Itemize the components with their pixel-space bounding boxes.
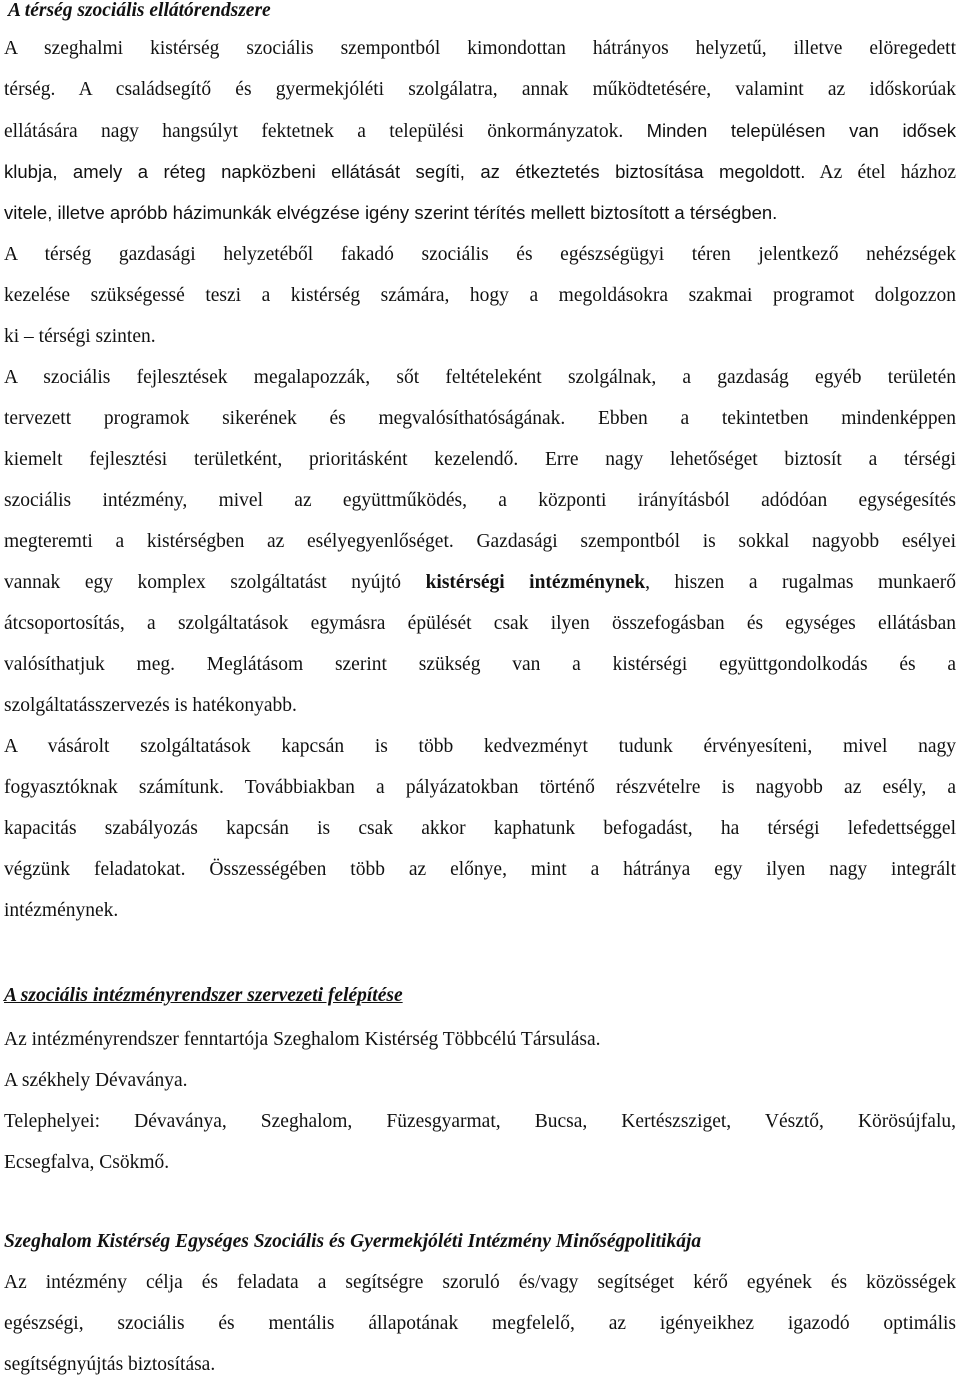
text-line: Ecsegfalva, Csökmő. (4, 1152, 170, 1173)
text-line: segítségnyújtás biztosítása. (4, 1354, 216, 1375)
text-segment: , hiszen a rugalmas munkaerő (645, 572, 956, 593)
text-line: Telephelyei: Dévaványa, Szeghalom, Füzesgyarmat, Bucsa, Kertészsziget, Vésztő, Körösújfalu, (4, 1111, 956, 1132)
text-segment: Minden településen van idősek (646, 120, 956, 141)
section-title-quality-policy: Szeghalom Kistérség Egységes Szociális és Gyermekjóléti Intézmény Minőségpolitikája (4, 1231, 702, 1252)
section-body-quality-policy (4, 1262, 956, 1385)
text-line: valósíthatjuk meg. Meglátásom szerint szükség van a kistérségi együttgondolkodás és a (4, 654, 956, 675)
text-line: intézménynek. (4, 900, 119, 921)
text-line: ki – térségi szinten. (4, 326, 156, 347)
text-line (4, 151, 956, 192)
section-body-organization (4, 1019, 956, 1183)
text-line: A térség gazdasági helyzetéből fakadó szociális és egészségügyi téren jelentkező nehézségek (4, 244, 956, 265)
bold-text: kistérségi intézménynek (425, 572, 646, 593)
text-segment: ellátására nagy hangsúlyt fektetnek a települési önkormányzatok. (4, 121, 624, 142)
text-line (4, 110, 956, 151)
text-line (4, 192, 956, 234)
text-segment: klubja, amely a réteg napközbeni ellátását segíti, az étkeztetés biztosítása megoldott. (4, 161, 806, 182)
text-line: kiemelt fejlesztési területként, prioritásként kezelendő. Erre nagy lehetőséget biztosít a térségi (4, 449, 956, 470)
text-segment: vitele, illetve apróbb házimunkák elvégzése igény szerint térítés mellett biztosított a térségben. (4, 202, 778, 223)
text-line (4, 562, 956, 603)
text-line: A vásárolt szolgáltatások kapcsán is több kedvezményt tudunk érvényesíteni, mivel nagy (4, 736, 956, 757)
text-line: szociális intézmény, mivel az együttműködés, a központi irányításból adódóan egységesítés (4, 490, 956, 511)
text-line: végzünk feladatokat. Összességében több az előnye, mint a hátránya egy ilyen nagy integrált (4, 859, 956, 880)
text-line: átcsoportosítás, a szolgáltatások egymásra épülését csak ilyen összefogásban és egységes ellátásban (4, 613, 956, 634)
text-line: kapacitás szabályozás kapcsán is csak akkor kaphatunk befogadást, ha térségi lefedettséggel (4, 818, 956, 839)
text-line: Az intézményrendszer fenntartója Szeghalom Kistérség Többcélú Társulása. (4, 1029, 601, 1050)
text-line: szolgáltatásszervezés is hatékonyabb. (4, 695, 297, 716)
text-segment: Az étel házhoz (819, 162, 956, 183)
text-line: kezelése szükségessé teszi a kistérség számára, hogy a megoldásokra szakmai programot dolgozzon (4, 285, 956, 306)
text-line: A szociális fejlesztések megalapozzák, sőt feltételeként szolgálnak, a gazdaság egyéb területén (4, 367, 956, 388)
text-line: A szeghalmi kistérség szociális szempontból kimondottan hátrányos helyzetű, illetve elöregedett (4, 38, 956, 59)
text-line: egészségi, szociális és mentális állapotának megfelelő, az igényeikhez igazodó optimális (4, 1313, 956, 1334)
section-body-social-care-system (4, 28, 956, 931)
text-line: A székhely Dévaványa. (4, 1070, 188, 1091)
text-line: megteremti a kistérségben az esélyegyenlőséget. Gazdasági szempontból is sokkal nagyobb esélyei (4, 531, 956, 552)
section-title-organization: A szociális intézményrendszer szervezeti felépítése (4, 985, 403, 1006)
text-line: Az intézmény célja és feladata a segítségre szoruló és/vagy segítséget kérő egyének és közösségek (4, 1272, 956, 1293)
text-line: fogyasztóknak számítunk. Továbbiakban a pályázatokban történő részvételre is nagyobb az esély, a (4, 777, 956, 798)
section-title-social-care-system: A térség szociális ellátórendszere (8, 0, 271, 21)
text-segment: vannak egy komplex szolgáltatást nyújtó (4, 572, 402, 593)
text-line: térség. A családsegítő és gyermekjóléti szolgálatra, annak működtetésére, valamint az időskorúak (4, 79, 956, 100)
text-line: tervezett programok sikerének és megvalósíthatóságának. Ebben a tekintetben mindenképpen (4, 408, 956, 429)
